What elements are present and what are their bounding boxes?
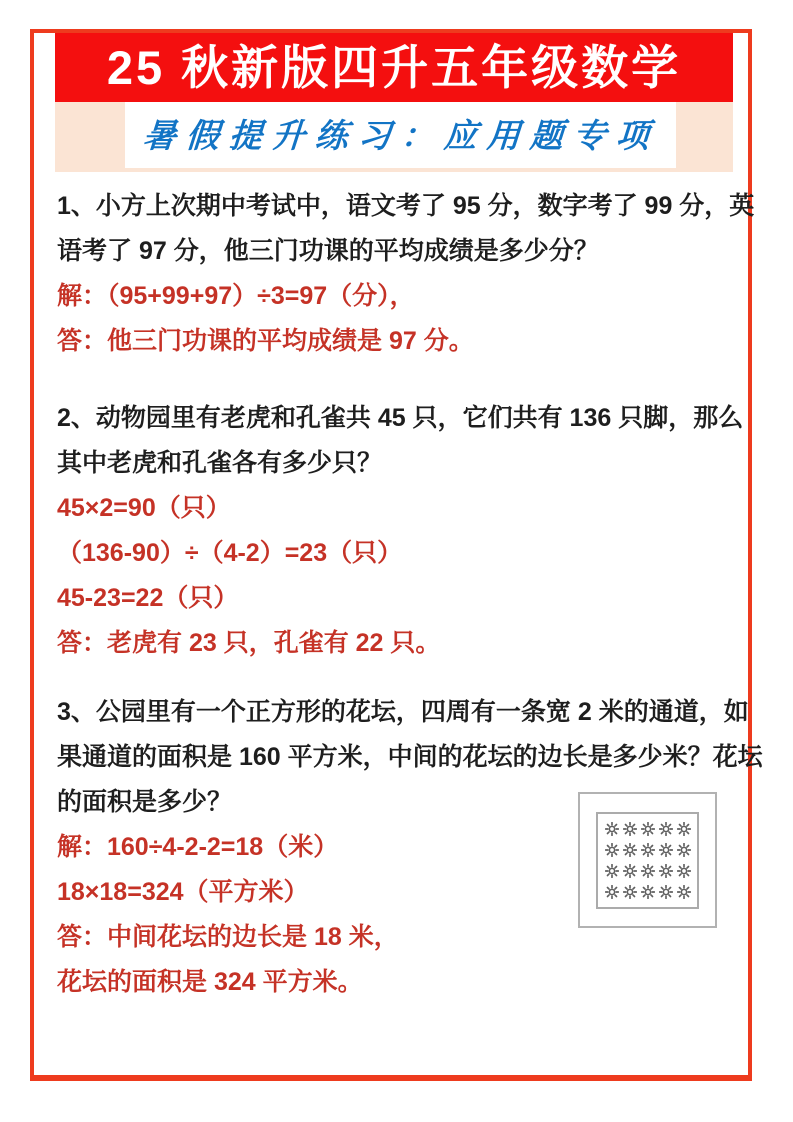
flower-icon	[641, 822, 655, 836]
title-banner	[55, 33, 733, 102]
question-line: 1、小方上次期中考试中，语文考了 95 分，数字考了 99 分，英	[57, 192, 755, 220]
flower-icon	[623, 885, 637, 899]
solution-line: 18×18=324（平方米）	[57, 878, 309, 906]
question-line: 其中老虎和孔雀各有多少只？	[57, 449, 383, 477]
flowerbed-inner-square	[596, 812, 699, 909]
solution-line: （136-90）÷（4-2）=23（只）	[57, 539, 403, 567]
answer-line: 答：老虎有 23 只，孔雀有 22 只。	[57, 629, 441, 657]
question-line: 果通道的面积是 160 平方米，中间的花坛的边长是多少米？花坛	[57, 743, 763, 771]
page-title: 25 秋新版四升五年级数学	[106, 41, 682, 94]
solution-line: 45-23=22（只）	[57, 584, 239, 612]
page-subtitle: 暑假提升练习：应用题专项	[141, 116, 660, 154]
flower-icon	[623, 822, 637, 836]
flower-icon	[659, 885, 673, 899]
flower-icon	[641, 864, 655, 878]
flower-icon	[605, 885, 619, 899]
problem-2	[57, 396, 749, 666]
flower-icon	[623, 843, 637, 857]
flower-icon	[677, 843, 691, 857]
flower-icon	[659, 843, 673, 857]
flowerbed-diagram	[578, 792, 717, 928]
flower-icon	[659, 864, 673, 878]
subtitle-box	[125, 102, 676, 168]
flower-icon	[641, 843, 655, 857]
flower-icon	[605, 864, 619, 878]
question-line: 2、动物园里有老虎和孔雀共 45 只，它们共有 136 只脚，那么	[57, 404, 744, 432]
question-line: 3、公园里有一个正方形的花坛，四周有一条宽 2 米的通道，如	[57, 698, 749, 726]
header-band	[55, 33, 733, 172]
flower-grid	[605, 822, 691, 899]
flower-icon	[641, 885, 655, 899]
answer-line: 答：中间花坛的边长是 18 米，	[57, 923, 399, 951]
flower-icon	[605, 843, 619, 857]
solution-line: 解：160÷4-2-2=18（米）	[57, 833, 339, 861]
flower-icon	[677, 864, 691, 878]
answer-line: 答：他三门功课的平均成绩是 97 分。	[57, 327, 474, 355]
flower-icon	[605, 822, 619, 836]
answer-line: 花坛的面积是 324 平方米。	[57, 968, 363, 996]
problem-1	[57, 184, 755, 364]
flower-icon	[677, 822, 691, 836]
question-line: 的面积是多少？	[57, 788, 233, 816]
flower-icon	[659, 822, 673, 836]
question-line: 语考了 97 分，他三门功课的平均成绩是多少分？	[57, 237, 599, 265]
flower-icon	[677, 885, 691, 899]
solution-line: 45×2=90（只）	[57, 494, 231, 522]
flower-icon	[623, 864, 637, 878]
solution-line: 解：（95+99+97）÷3=97（分），	[57, 282, 415, 310]
